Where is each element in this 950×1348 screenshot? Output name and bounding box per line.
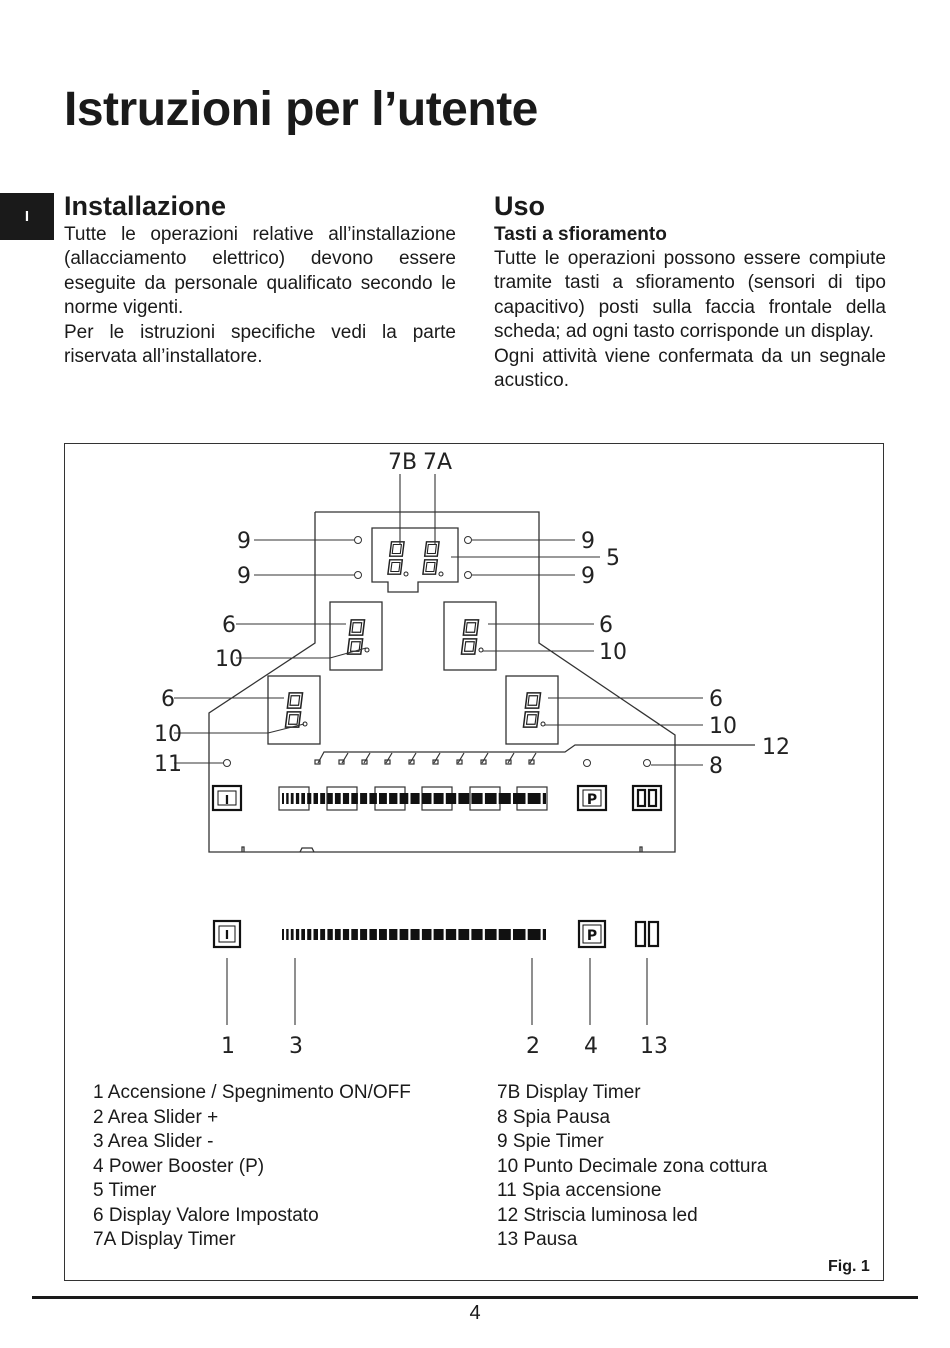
slider-segment — [291, 929, 294, 940]
callout-9-top-right: 9 — [581, 529, 595, 554]
installazione-paragraph-2: Per le istruzioni specifiche vedi la parte riservata all’installatore. — [64, 321, 456, 368]
timer-led-top-left — [355, 537, 362, 544]
booster-key-label: P — [586, 792, 598, 808]
slider-segment — [446, 793, 456, 804]
on-off-key-detail[interactable] — [214, 921, 240, 947]
slider-segment — [307, 793, 311, 804]
timer-led-bottom-right — [465, 572, 472, 579]
slider-segment — [528, 793, 541, 804]
callout-9-top-left: 9 — [237, 529, 251, 554]
callout-4: 4 — [584, 1034, 598, 1059]
slider-segment — [335, 929, 341, 940]
slider-segment — [458, 929, 469, 940]
legend-item: 10 Punto Decimale zona cottura — [497, 1155, 768, 1177]
callout-7a: 7A — [423, 450, 453, 475]
slider-segment — [320, 793, 325, 804]
legend-item: 7A Display Timer — [93, 1229, 236, 1250]
slider-segment — [422, 793, 432, 804]
slider-area-detail[interactable] — [282, 929, 546, 940]
callout-leader-lines — [174, 474, 703, 1025]
slider-segment — [343, 793, 349, 804]
legend-item: 6 Display Valore Impostato — [93, 1204, 319, 1226]
slider-segment — [314, 793, 319, 804]
slider-segment — [513, 929, 526, 940]
legend-item: 3 Area Slider - — [93, 1131, 214, 1152]
booster-led — [584, 760, 591, 767]
legend-item: 11 Spia accensione — [497, 1180, 662, 1201]
slider-segment — [543, 929, 546, 940]
pause-key[interactable] — [633, 786, 661, 810]
legend-item: 4 Power Booster (P) — [93, 1155, 265, 1177]
legend-item: 13 Pausa — [497, 1229, 578, 1250]
slider-segment — [301, 793, 305, 804]
uso-paragraph-2: Ogni attività viene confermata da un segnale acustico. — [494, 345, 886, 392]
slider-segment — [327, 793, 332, 804]
slider-segment — [360, 929, 367, 940]
slider-segment — [327, 929, 332, 940]
slider-segment — [499, 793, 511, 804]
callout-12: 12 — [762, 735, 790, 760]
callout-6-rear-left: 6 — [222, 613, 236, 638]
callout-6-rear-right: 6 — [599, 613, 613, 638]
callout-9-bottom-right: 9 — [581, 564, 595, 589]
slider-segment — [400, 793, 409, 804]
uso-heading: Uso — [494, 191, 546, 221]
slider-segment — [286, 929, 288, 940]
power-booster-key[interactable] — [578, 786, 606, 810]
pause-key-detail[interactable] — [636, 922, 658, 946]
slider-segment — [422, 929, 432, 940]
slider-segment — [282, 793, 284, 804]
callout-6-front-left: 6 — [161, 687, 175, 712]
page-number: 4 — [469, 1302, 481, 1324]
slider-segment — [411, 929, 420, 940]
slider-area-panel[interactable] — [282, 793, 546, 804]
callout-7b: 7B — [388, 450, 418, 475]
slider-segment — [434, 929, 444, 940]
booster-detail-label: P — [586, 928, 598, 944]
callout-10-front-right: 10 — [709, 714, 737, 739]
slider-segment — [471, 793, 482, 804]
language-tab: I — [0, 193, 54, 240]
timer-decimal-point-7a — [439, 572, 443, 576]
legend-item: 2 Area Slider + — [93, 1106, 219, 1128]
uso-paragraph-1: Tutte le operazioni possono essere compiute tramite tasti a sfioramento (sensori di tipo capacitivo) posti sulla faccia frontale della scheda; ad ogni tasto corrisponde un display. — [494, 248, 886, 343]
callout-13: 13 — [640, 1034, 668, 1059]
callout-10-rear-right: 10 — [599, 640, 627, 665]
slider-segment — [528, 929, 541, 940]
callout-9-bottom-left: 9 — [237, 564, 251, 589]
slider-segment — [369, 793, 377, 804]
slider-segment — [389, 929, 397, 940]
on-off-detail-label: I — [224, 928, 230, 942]
zone-display-rear-right — [444, 602, 496, 670]
power-on-led — [224, 760, 231, 767]
legend-item: 1 Accensione / Spegnimento ON/OFF — [93, 1082, 411, 1103]
legend-item: 7B Display Timer — [497, 1082, 641, 1103]
on-off-key-label: I — [224, 793, 230, 807]
uso-subheading: Tasti a sfioramento — [494, 224, 667, 245]
slider-segment — [343, 929, 349, 940]
zone-display-rear-left — [330, 602, 382, 670]
legend-left — [93, 1081, 411, 1253]
legend-item: 5 Timer — [93, 1180, 157, 1201]
slider-segment — [379, 793, 387, 804]
zone-display-front-right — [506, 676, 558, 744]
slider-segment — [499, 929, 511, 940]
slider-segment — [296, 929, 299, 940]
callout-10-front-left: 10 — [154, 722, 182, 747]
slider-segment — [320, 929, 325, 940]
legend-item: 9 Spie Timer — [497, 1131, 604, 1152]
slider-segment — [389, 793, 397, 804]
timer-led-bottom-left — [355, 572, 362, 579]
callout-1: 1 — [221, 1034, 235, 1059]
slider-segment — [458, 793, 469, 804]
power-booster-key-detail[interactable] — [579, 921, 605, 947]
legend-item: 12 Striscia luminosa led — [497, 1204, 698, 1226]
slider-segment — [314, 929, 319, 940]
slider-segment — [485, 929, 497, 940]
installazione-paragraph-1: Tutte le operazioni relative all’installazione (allacciamento elettrico) devono essere eseguite da personale qualificato secondo le norme vigenti. — [64, 224, 456, 319]
timer-led-top-right — [465, 537, 472, 544]
slider-segment — [360, 793, 367, 804]
callout-2: 2 — [526, 1034, 540, 1059]
slider-segment — [543, 793, 546, 804]
slider-segment — [411, 793, 420, 804]
installazione-heading: Installazione — [64, 191, 227, 221]
slider-segment — [369, 929, 377, 940]
footer-rule — [32, 1296, 918, 1299]
slider-segment — [513, 793, 526, 804]
slider-segment — [351, 929, 358, 940]
legend-item: 8 Spia Pausa — [497, 1106, 611, 1128]
slider-segment — [286, 793, 288, 804]
slider-segment — [301, 929, 305, 940]
slider-segment — [471, 929, 482, 940]
timer-digit-7a-icon — [423, 542, 439, 574]
slider-segment — [379, 929, 387, 940]
callout-10-rear-left: 10 — [215, 647, 243, 672]
slider-segment — [307, 929, 311, 940]
timer-display-housing — [372, 528, 458, 592]
callout-5: 5 — [606, 546, 620, 571]
slider-segment — [434, 793, 444, 804]
callout-11: 11 — [154, 752, 182, 777]
page-title: Istruzioni per l’utente — [64, 83, 538, 136]
slider-segment — [400, 929, 409, 940]
slider-segment — [291, 793, 294, 804]
timer-digit-7b-icon — [388, 542, 404, 574]
callout-6-front-right: 6 — [709, 687, 723, 712]
zone-display-front-left — [268, 676, 320, 744]
pause-led — [644, 760, 651, 767]
callout-3: 3 — [289, 1034, 303, 1059]
slider-segment — [351, 793, 358, 804]
slider-segment — [446, 929, 456, 940]
slider-segment — [335, 793, 341, 804]
legend-right — [497, 1081, 767, 1253]
on-off-key[interactable] — [213, 786, 241, 810]
callout-8: 8 — [709, 754, 723, 779]
timer-decimal-point-7b — [404, 572, 408, 576]
slider-segment — [296, 793, 299, 804]
slider-segment — [282, 929, 284, 940]
figure-label: Fig. 1 — [828, 1258, 870, 1275]
led-strip — [315, 745, 755, 764]
slider-segment — [485, 793, 497, 804]
